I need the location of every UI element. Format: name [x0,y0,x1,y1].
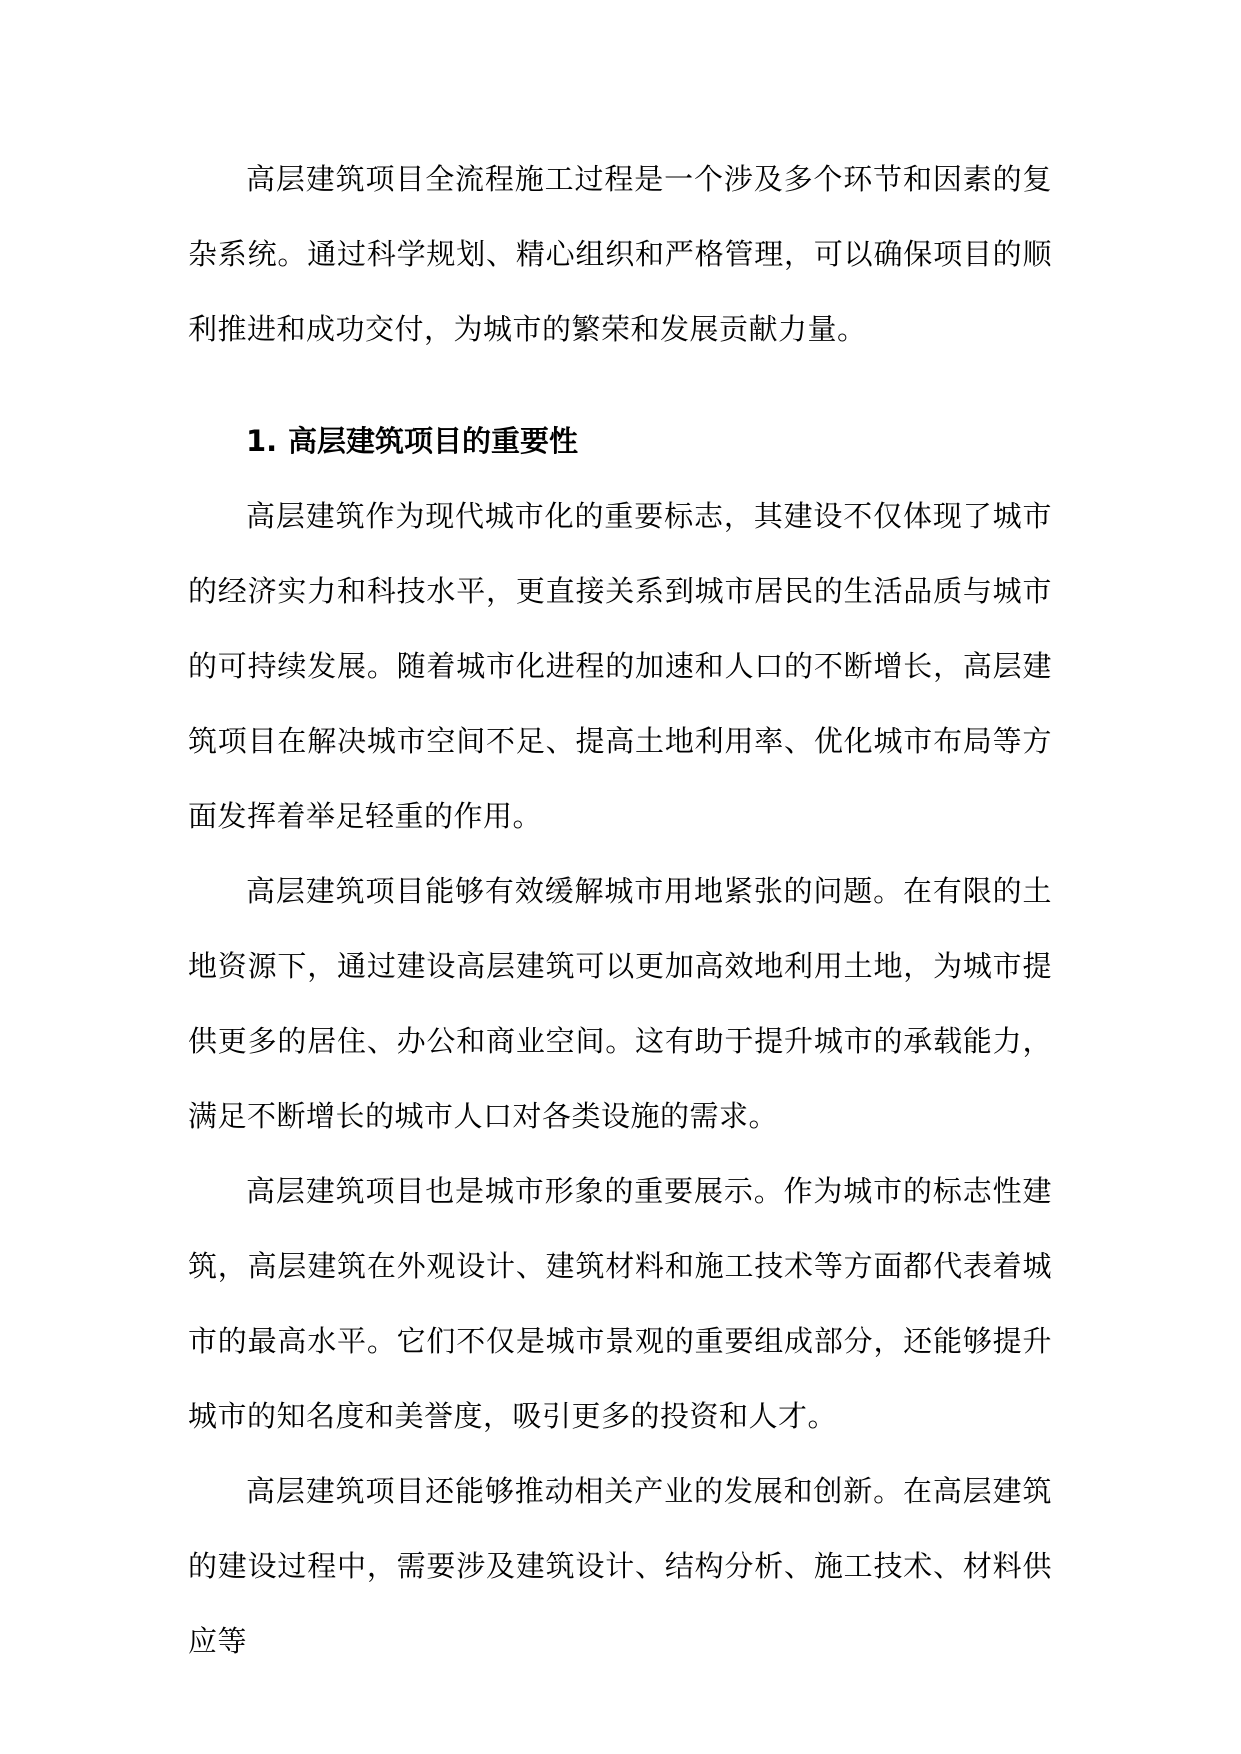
intro-paragraph: 高层建筑项目全流程施工过程是一个涉及多个环节和因素的复杂系统。通过科学规划、精心组织和严格管理，可以确保项目的顺利推进和成功交付，为城市的繁荣和发展贡献力量。 [188,162,1052,346]
body-paragraph-4: 高层建筑项目还能够推动相关产业的发展和创新。在高层建筑的建设过程中，需要涉及建筑设计、结构分析、施工技术、材料供应等 [188,1474,1052,1658]
body-paragraph-1: 高层建筑作为现代城市化的重要标志，其建设不仅体现了城市的经济实力和科技水平，更直接关系到城市居民的生活品质与城市的可持续发展。随着城市化进程的加速和人口的不断增长，高层建筑项目在解决城市空间不足、提高土地利用率、优化城市布局等方面发挥着举足轻重的作用。 [188,499,1052,833]
section-spacer [188,367,1052,404]
section-title: 高层建筑项目的重要性 [288,424,579,458]
body-paragraph-2: 高层建筑项目能够有效缓解城市用地紧张的问题。在有限的土地资源下，通过建设高层建筑可以更加高效地利用土地，为城市提供更多的居住、办公和商业空间。这有助于提升城市的承载能力，满足不断增长的城市人口对各类设施的需求。 [188,874,1052,1133]
document-body [188,142,1052,1679]
section-number: 1. [246,424,278,458]
body-paragraph-3: 高层建筑项目也是城市形象的重要展示。作为城市的标志性建筑，高层建筑在外观设计、建筑材料和施工技术等方面都代表着城市的最高水平。它们不仅是城市景观的重要组成部分，还能够提升城市的知名度和美誉度，吸引更多的投资和人才。 [188,1174,1052,1433]
section-heading [188,404,1052,479]
